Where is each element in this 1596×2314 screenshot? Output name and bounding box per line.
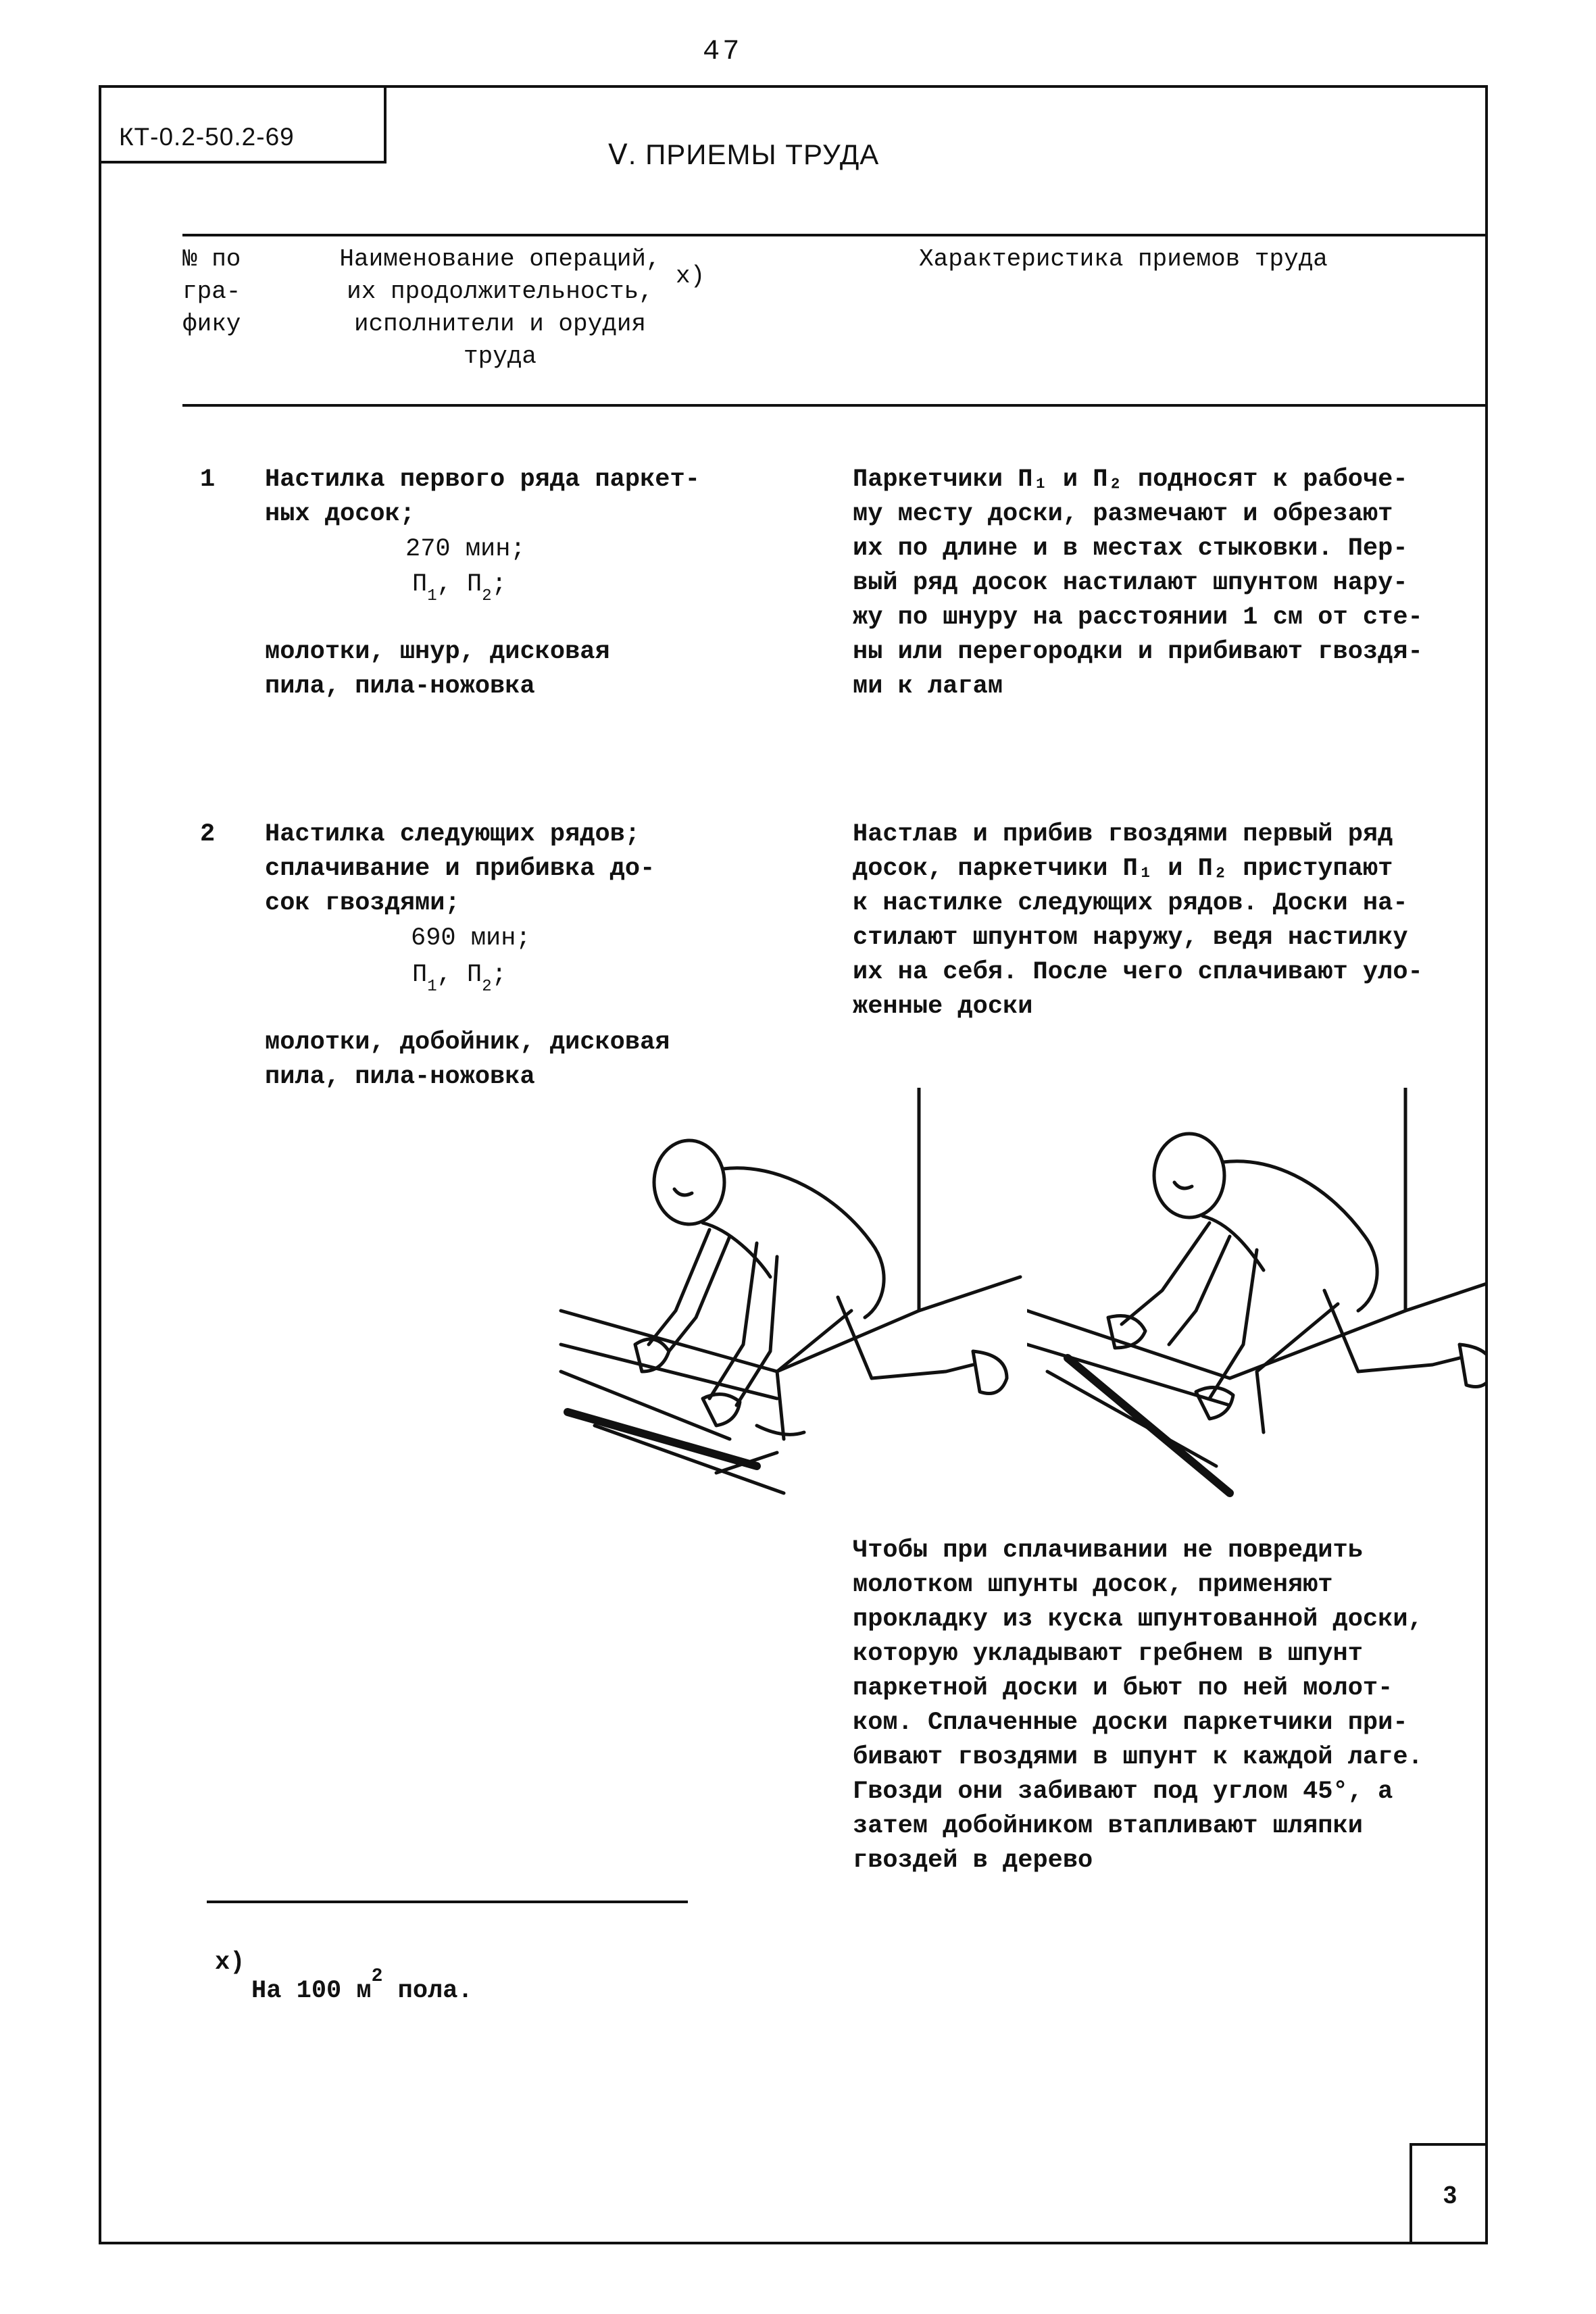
note-line: бивают гвоздями в шпунт к каждой лаге. [853,1743,1423,1771]
header-col-number [182,243,241,341]
description-line: ми к лагам [853,672,1003,701]
operation-line: ных досок; [265,500,416,528]
description-line: ны или перегородки и прибивают гвоздя- [853,638,1423,666]
row-2-number: 2 [200,820,216,849]
description-line: их по длине и в местах стыковки. Пер- [853,534,1408,563]
row-1-workers [412,566,507,605]
header-col-operation-line: исполнители и орудия [353,310,647,338]
note-line: прокладку из куска шпунтованной доски, [853,1605,1423,1634]
worker-index: 1 [427,978,437,996]
note-line: затем добойником втапливают шляпки [853,1812,1363,1840]
description-line: жу по шнуру на расстоянии 1 см от сте- [853,603,1423,632]
note-line: которую укладывают гребнем в шпунт [853,1640,1363,1668]
row-1-duration: 270 мин; [405,535,526,563]
description-line: досок, паркетчики П₁ и П₂ приступают [853,855,1393,883]
document-code: КТ-0.2-50.2-69 [99,85,386,164]
description-line: Настлав и прибив гвоздями первый ряд [853,820,1393,849]
header-top-rule [182,234,1488,236]
description-line: стилают шпунтом наружу, ведя настилку [853,924,1408,952]
row-2-operation [265,818,655,921]
operation-line: Настилка первого ряда паркет- [265,466,700,494]
row-2-description [853,818,1481,1024]
row-1-description [853,463,1481,704]
worker-symbol: , П [437,570,482,599]
description-line: к настилке следующих рядов. Доски на- [853,889,1408,917]
row-1-operation [265,463,700,532]
footnote-superscript: 2 [371,1966,383,1987]
operation-line: сплачивание и прибивка до- [265,855,655,883]
sheet-number: 3 [1410,2143,1488,2244]
note-line: паркетной доски и бьют по ней молот- [853,1674,1393,1703]
tools-line: пила, пила-ножовка [265,1063,535,1091]
worker-index: 1 [427,587,437,605]
header-col-number-line: фику [182,310,241,338]
tools-line: молотки, шнур, дисковая [265,638,610,666]
header-col-number-line: гра- [182,278,241,305]
description-line: Паркетчики П₁ и П₂ подносят к рабоче- [853,466,1408,494]
header-col-characteristic: Характеристика приемов труда [919,245,1328,273]
header-bottom-rule [182,404,1488,407]
row-2-duration: 690 мин; [411,924,531,953]
worker-separator: ; [491,570,507,599]
note-line: молотком шпунты досок, применяют [853,1571,1333,1599]
tools-line: молотки, добойник, дисковая [265,1028,670,1057]
row-2-tools [265,1026,670,1095]
worker-separator: ; [491,961,507,989]
header-col-number-line: № по [182,245,241,273]
header-col-operation-line: труда [463,343,537,370]
header-col-operation-line: Наименование операций, [339,245,661,273]
description-line: му месту доски, размечают и обрезают [853,500,1393,528]
row-1-number: 1 [200,466,216,494]
row-1-tools [265,635,610,704]
note-line: Чтобы при сплачивании не повредить [853,1536,1363,1565]
header-col-operation-line: их продолжительность, [347,278,653,305]
worker-symbol: , П [437,961,482,989]
footnote-mark: х) [215,1948,245,1977]
worker-index: 2 [482,978,492,996]
footnote-text-part: пола. [382,1977,473,2005]
header-col-operation [297,243,703,373]
worker-index: 2 [482,587,492,605]
note-line: Гвозди они забивают под углом 45°, а [853,1778,1393,1806]
footnote-text [251,1966,473,2010]
illustration-laying-boards [554,1088,1027,1507]
page-number: 47 [703,35,743,68]
description-line: вый ряд досок настилают шпунтом нару- [853,569,1408,597]
tools-line: пила, пила-ножовка [265,672,535,701]
description-line: их на себя. После чего сплачивают уло- [853,958,1423,986]
description-line: женные доски [853,992,1033,1021]
worker-symbol: П [412,570,428,599]
note-line: гвоздей в дерево [853,1846,1093,1875]
footnote-rule [207,1901,688,1903]
note-line: ком. Сплаченные доски паркетчики при- [853,1709,1408,1737]
footnote-text-part: На 100 м [251,1977,372,2005]
section-title: Ⅴ. ПРИЕМЫ ТРУДА [608,139,880,170]
header-footnote-mark: х) [676,262,705,290]
row-2-workers [412,957,507,996]
worker-symbol: П [412,961,428,989]
operation-line: сок гвоздями; [265,889,460,917]
operation-line: Настилка следующих рядов; [265,820,641,849]
illustration-joining-boards [1027,1088,1487,1507]
technique-note [853,1534,1488,1878]
